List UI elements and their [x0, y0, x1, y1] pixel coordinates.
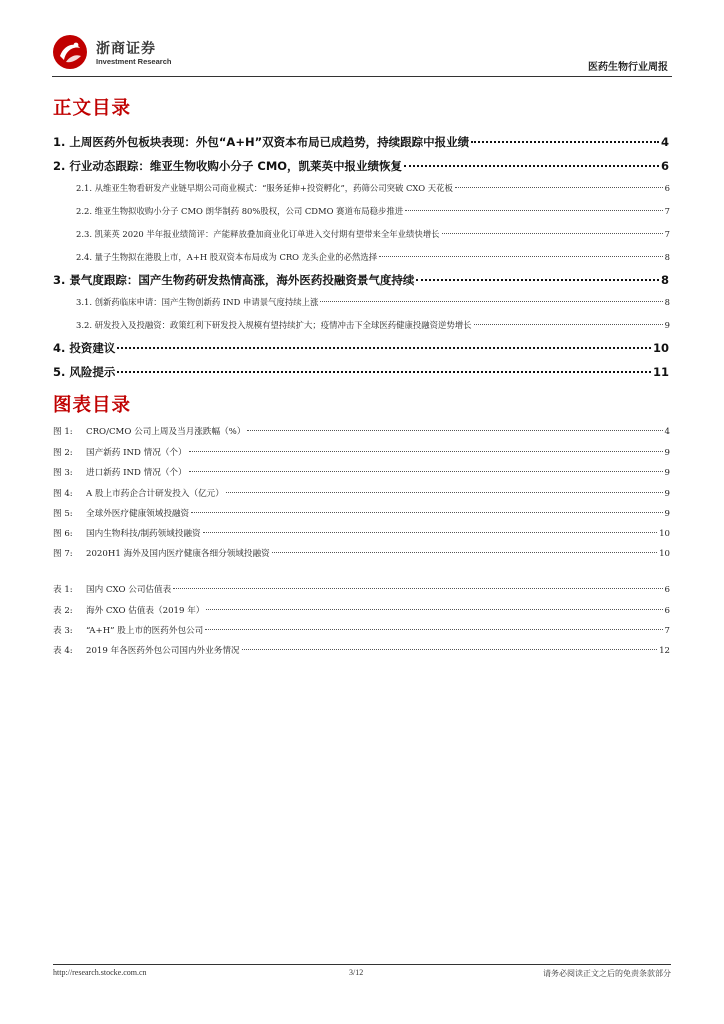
table-label: 海外 CXO 估值表（2019 年）	[86, 606, 205, 616]
table-label: “A+H” 股上市的医药外包公司	[86, 626, 204, 636]
leader-dots	[191, 512, 662, 513]
toc-title: 正文目录	[53, 98, 132, 119]
table-label: 国内 CXO 公司估值表	[86, 585, 172, 595]
figure-item[interactable]	[53, 425, 670, 437]
figure-label: CRO/CMO 公司上周及当月涨跌幅（%）	[86, 427, 246, 437]
toc-subitem-label: 3.2. 研发投入及投融资：政策红利下研发投入规模有望持续扩大；疫情冲击下全球医药健康投融资逆势增长	[76, 320, 472, 330]
toc-item[interactable]	[53, 364, 669, 380]
figure-page: 9	[664, 489, 670, 499]
table-page: 6	[664, 606, 670, 616]
leader-dots	[205, 629, 662, 630]
toc-subitem-label: 2.4. 量子生物拟在港股上市，A+H 股双资本布局成为 CRO 龙头企业的必然选择	[76, 252, 378, 262]
figure-page: 9	[664, 509, 670, 519]
toc-subitem-page: 7	[664, 229, 670, 239]
leader-dots	[379, 256, 663, 257]
disclaimer-note: 请务必阅读正文之后的免责条款部分	[543, 969, 671, 978]
leader-dots	[242, 649, 658, 650]
figure-item[interactable]	[53, 507, 670, 519]
figure-page: 10	[659, 529, 670, 539]
toc-subitem[interactable]	[76, 228, 670, 240]
table-page: 6	[664, 585, 670, 595]
toc-item-label: 4. 投资建议	[53, 341, 116, 355]
toc-item-label: 2. 行业动态跟踪：维亚生物收购小分子 CMO，凯莱英中报业绩恢复	[53, 159, 403, 173]
figure-label: 国产新药 IND 情况（个）	[86, 448, 187, 458]
toc-subitem[interactable]	[76, 251, 670, 263]
toc-subitem[interactable]	[76, 296, 670, 308]
toc-subitem-page: 6	[664, 183, 670, 193]
toc-item-page: 8	[660, 273, 669, 287]
toc-item-page: 6	[660, 159, 669, 173]
leader-dots	[206, 609, 662, 610]
toc-subitem-page: 9	[664, 320, 670, 330]
toc-item-label: 5. 风险提示	[53, 365, 116, 379]
toc-subitem[interactable]	[76, 182, 670, 194]
toc-item[interactable]	[53, 272, 669, 288]
leader-dots	[272, 552, 657, 553]
leader-dots	[203, 532, 657, 533]
figure-number: 图 5:	[53, 509, 73, 519]
figure-label: 进口新药 IND 情况（个）	[86, 468, 187, 478]
table-number: 表 2:	[53, 606, 73, 616]
brand-name-en: Investment Research	[96, 57, 172, 66]
brand-name-cn: 浙商证券	[96, 41, 156, 57]
table-label: 2019 年各医药外包公司国内外业务情况	[86, 646, 240, 656]
toc-subitem-label: 2.2. 维亚生物拟收购小分子 CMO 朗华制药 80%股权，公司 CDMO 赛道布局稳步推进	[76, 206, 404, 216]
toc-subitem-label: 2.3. 凯莱英 2020 半年报业绩简评：产能释放叠加商业化订单进入交付期有望带来全年业绩快增长	[76, 229, 440, 239]
leader-dots	[117, 347, 651, 349]
toc-subitem-label: 2.1. 从维亚生物看研发产业链早期公司商业模式：“服务延伸+投资孵化”，药筛公司突破 CXO 天花板	[76, 183, 453, 193]
figures-title: 图表目录	[53, 395, 132, 416]
leader-dots	[320, 301, 662, 302]
toc-subitem[interactable]	[76, 319, 670, 331]
figure-number: 图 4:	[53, 489, 73, 499]
leader-dots	[471, 141, 659, 143]
leader-dots	[189, 451, 663, 452]
figure-number: 图 3:	[53, 468, 73, 478]
toc-item-page: 10	[652, 341, 669, 355]
toc-subitem-page: 7	[664, 206, 670, 216]
figure-page: 9	[664, 448, 670, 458]
page-header	[52, 30, 672, 77]
toc-item[interactable]	[53, 158, 669, 174]
leader-dots	[416, 279, 659, 281]
leader-dots	[474, 324, 663, 325]
leader-dots	[455, 187, 663, 188]
table-item[interactable]	[53, 604, 670, 616]
figure-number: 图 6:	[53, 529, 73, 539]
toc-subitem-page: 8	[664, 252, 670, 262]
table-number: 表 1:	[53, 585, 73, 595]
figure-number: 图 2:	[53, 448, 73, 458]
leader-dots	[404, 165, 659, 167]
leader-dots	[189, 471, 663, 472]
leader-dots	[117, 371, 651, 373]
toc-subitem-label: 3.1. 创新药临床申请：国产生物创新药 IND 申请景气度持续上涨	[76, 297, 319, 307]
brand-logo-icon	[52, 34, 88, 70]
leader-dots	[173, 588, 662, 589]
figure-item[interactable]	[53, 466, 670, 478]
figure-item[interactable]	[53, 487, 670, 499]
page-number: 3/12	[349, 968, 364, 977]
leader-dots	[405, 210, 663, 211]
table-page: 12	[659, 646, 670, 656]
toc-item-label: 1. 上周医药外包板块表现：外包“A+H”双资本布局已成趋势，持续跟踪中报业绩	[53, 135, 470, 149]
table-item[interactable]	[53, 583, 670, 595]
toc-item-page: 4	[660, 135, 669, 149]
toc-item[interactable]	[53, 340, 669, 356]
toc-subitem[interactable]	[76, 205, 670, 217]
figure-label: A 股上市药企合计研发投入（亿元）	[86, 489, 224, 499]
toc-item-page: 11	[652, 365, 669, 379]
footer-url[interactable]: http://research.stocke.com.cn	[53, 968, 147, 977]
figure-page: 9	[664, 468, 670, 478]
toc-item[interactable]	[53, 134, 669, 150]
figure-label: 全球外医疗健康领域投融资	[86, 509, 190, 519]
figure-label: 国内生物科技/制药领域投融资	[86, 529, 201, 539]
table-item[interactable]	[53, 624, 670, 636]
table-item[interactable]	[53, 644, 670, 656]
toc-item-label: 3. 景气度跟踪：国产生物药研发热情高涨，海外医药投融资景气度持续	[53, 273, 415, 287]
leader-dots	[442, 233, 663, 234]
figure-item[interactable]	[53, 547, 670, 559]
figure-item[interactable]	[53, 446, 670, 458]
figure-label: 2020H1 海外及国内医疗健康各细分领域投融资	[86, 549, 270, 559]
toc-subitem-page: 8	[664, 297, 670, 307]
figure-page: 10	[659, 549, 670, 559]
table-number: 表 4:	[53, 646, 73, 656]
page-footer	[53, 964, 671, 985]
report-type: 医药生物行业周报	[588, 62, 668, 73]
brand-logo	[52, 32, 202, 72]
table-number: 表 3:	[53, 626, 73, 636]
figure-item[interactable]	[53, 527, 670, 539]
figure-number: 图 7:	[53, 549, 73, 559]
leader-dots	[247, 430, 662, 431]
figure-page: 4	[664, 427, 670, 437]
table-page: 7	[664, 626, 670, 636]
leader-dots	[226, 492, 663, 493]
figure-number: 图 1:	[53, 427, 73, 437]
